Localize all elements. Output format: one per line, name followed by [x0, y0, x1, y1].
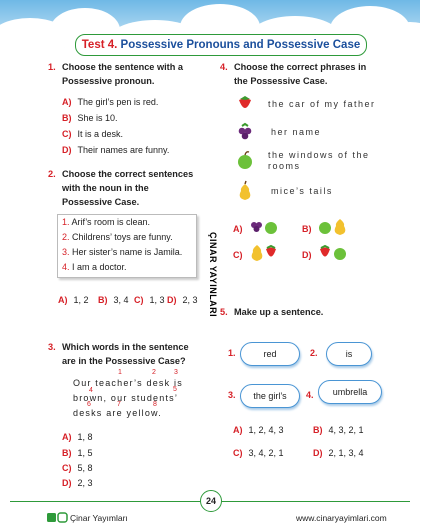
- option-letter: A): [62, 97, 72, 107]
- q3-option-d[interactable]: [62, 477, 93, 489]
- option-text: 1, 5: [77, 448, 93, 458]
- sentence-line: brown, our students’: [73, 393, 179, 403]
- option-letter: D): [62, 145, 72, 155]
- option-letter: C): [62, 463, 72, 473]
- sentence-text: Arif’s room is clean.: [71, 217, 151, 227]
- blackberry-icon: [236, 122, 254, 142]
- option-text: The girl’s pen is red.: [77, 97, 159, 107]
- word-cloud: is: [326, 342, 372, 366]
- question-1: [48, 60, 198, 88]
- q2-option-b[interactable]: [98, 294, 129, 306]
- option-text: 3, 4: [113, 295, 129, 305]
- option-text: Their names are funny.: [77, 145, 170, 155]
- pear-strawberry-icon: [249, 242, 279, 264]
- q1-option-b[interactable]: [62, 112, 118, 124]
- strawberry-apple-icon: [318, 242, 348, 264]
- publisher-url[interactable]: www.cinaryayimlari.com: [296, 513, 387, 523]
- sentences-box: [57, 214, 197, 278]
- q1-option-d[interactable]: [62, 144, 169, 156]
- apple-icon: [236, 150, 254, 170]
- sentence-item: [58, 215, 196, 230]
- option-text: 2, 1, 3, 4: [328, 448, 364, 458]
- option-letter: C): [233, 448, 243, 458]
- q5-option-c[interactable]: [233, 447, 284, 459]
- word-number: 3.: [228, 390, 236, 400]
- option-text: 4, 3, 2, 1: [328, 425, 364, 435]
- word-number: 5: [173, 386, 177, 393]
- q3-option-c[interactable]: [62, 462, 93, 474]
- option-letter: D): [167, 295, 177, 305]
- word-number: 6: [87, 401, 91, 408]
- q2-option-a[interactable]: [58, 294, 89, 306]
- word-number: 3: [174, 369, 178, 376]
- q1-option-c[interactable]: [62, 128, 123, 140]
- word-number: 4.: [306, 390, 314, 400]
- word-number: 7: [117, 401, 121, 408]
- option-letter: B): [302, 224, 312, 234]
- q4-option-c[interactable]: [233, 249, 249, 261]
- option-letter: D): [62, 478, 72, 488]
- sentence-text: I am a doctor.: [72, 262, 127, 272]
- option-letter: A): [233, 425, 243, 435]
- cinar-vertical-logo: [200, 232, 218, 342]
- q3-option-a[interactable]: [62, 431, 93, 443]
- option-letter: C): [62, 129, 72, 139]
- option-text: 1, 3: [149, 295, 165, 305]
- option-letter: D): [313, 448, 323, 458]
- q2-option-d[interactable]: [167, 294, 198, 306]
- question-3: [48, 340, 198, 368]
- strawberry-icon: [236, 94, 254, 114]
- word-number: 4: [89, 387, 93, 394]
- question-text: Choose the correct phrases in the Possessive Case.: [234, 62, 367, 86]
- option-text: 5, 8: [77, 463, 93, 473]
- sentence-item: [58, 230, 196, 245]
- q4-option-d[interactable]: [302, 249, 318, 261]
- word-cloud: red: [240, 342, 300, 366]
- question-text: Choose the correct sentences with the noun in the Possessive Case.: [62, 169, 194, 207]
- instagram-icon: [58, 513, 67, 522]
- question-4: [220, 60, 370, 88]
- sentence-line: Our teacher’s desk is: [73, 378, 183, 388]
- question-text: Choose the sentence with a Possessive pronoun.: [62, 62, 183, 86]
- word-cloud: umbrella: [318, 380, 382, 404]
- option-letter: A): [58, 295, 68, 305]
- question-2: [48, 167, 198, 209]
- option-letter: C): [134, 295, 144, 305]
- sentence-line: desks are yellow.: [73, 408, 162, 418]
- phrase: the car of my father: [268, 99, 376, 109]
- apple-pear-icon: [318, 216, 348, 236]
- question-5: [220, 305, 370, 319]
- logo-text: ÇINAR YAYINLARI: [208, 232, 218, 318]
- question-number: 3.: [48, 342, 56, 352]
- sentence-item: [58, 245, 196, 260]
- pear-icon: [236, 180, 254, 202]
- option-letter: B): [98, 295, 108, 305]
- option-text: 1, 2, 4, 3: [248, 425, 284, 435]
- word-number: 8: [153, 401, 157, 408]
- word-number: 2.: [310, 348, 318, 358]
- option-letter: C): [233, 250, 243, 260]
- question-number: 5.: [220, 307, 228, 317]
- q4-option-b[interactable]: [302, 223, 318, 235]
- q4-option-a[interactable]: [233, 223, 249, 235]
- sentence-text: Childrens’ toys are funny.: [72, 232, 173, 242]
- cloud-decoration: [380, 22, 440, 56]
- test-title: [75, 34, 367, 56]
- option-letter: A): [62, 432, 72, 442]
- sentence-number: 1.: [62, 217, 70, 227]
- option-letter: B): [62, 448, 72, 458]
- word-number: 1.: [228, 348, 236, 358]
- question-number: 2.: [48, 169, 56, 179]
- phrase: the windows of the rooms: [268, 150, 370, 171]
- q5-option-d[interactable]: [313, 447, 364, 459]
- sentence-item: [58, 260, 196, 275]
- word-number: 2: [152, 369, 156, 376]
- word-number: 1: [118, 369, 122, 376]
- option-text: 1, 2: [73, 295, 89, 305]
- option-text: 2, 3: [77, 478, 93, 488]
- option-text: She is 10.: [77, 113, 118, 123]
- option-text: 3, 4, 2, 1: [248, 448, 284, 458]
- page-number: 24: [200, 490, 222, 512]
- test-topic: Possessive Pronouns and Possessive Case: [120, 39, 361, 51]
- question-number: 4.: [220, 62, 228, 72]
- facebook-icon: [47, 513, 56, 522]
- word-cloud: the girl’s: [240, 384, 300, 408]
- phrase: mice’s tails: [271, 186, 333, 196]
- option-text: 2, 3: [182, 295, 198, 305]
- option-letter: D): [302, 250, 312, 260]
- question-text: Make up a sentence.: [234, 307, 324, 317]
- test-number: Test 4.: [81, 39, 118, 51]
- sentence-number: 4.: [62, 262, 70, 272]
- phrase: her name: [271, 127, 322, 137]
- sentence-number: 3.: [62, 247, 70, 257]
- question-text: Which words in the sentence are in the Possessive Case?: [62, 342, 189, 366]
- publisher-name: Çinar Yayımları: [70, 513, 128, 523]
- q2-option-c[interactable]: [134, 294, 165, 306]
- social-icons: [47, 513, 67, 523]
- q5-option-b[interactable]: [313, 424, 364, 436]
- option-letter: B): [313, 425, 323, 435]
- question-number: 1.: [48, 62, 56, 72]
- option-text: It is a desk.: [77, 129, 124, 139]
- sentence-number: 2.: [62, 232, 70, 242]
- option-text: 1, 8: [77, 432, 93, 442]
- sentence-text: Her sister’s name is Jamila.: [72, 247, 183, 257]
- option-letter: B): [62, 113, 72, 123]
- q3-option-b[interactable]: [62, 447, 93, 459]
- q5-option-a[interactable]: [233, 424, 284, 436]
- blackberry-apple-icon: [249, 216, 279, 236]
- option-letter: A): [233, 224, 243, 234]
- q1-option-a[interactable]: [62, 96, 158, 108]
